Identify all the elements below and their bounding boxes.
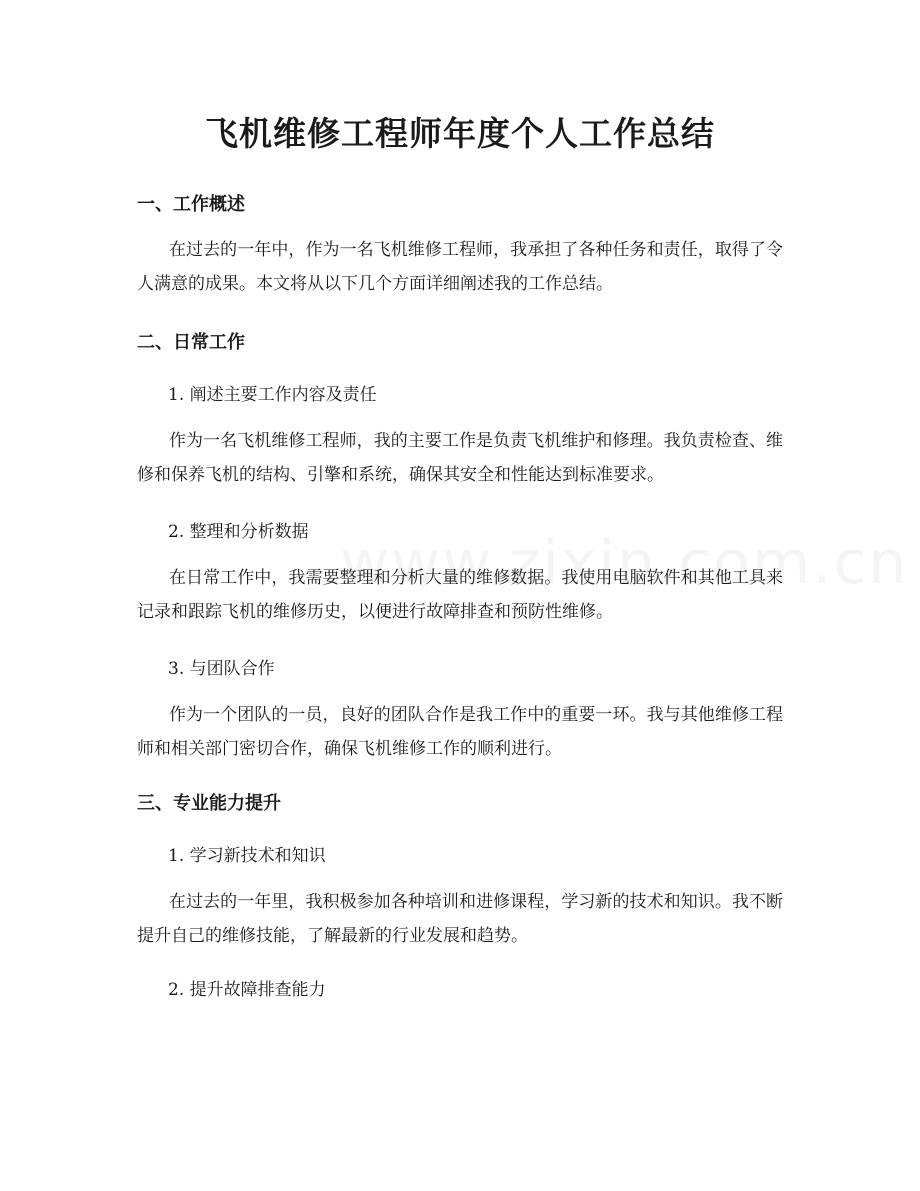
subheading-troubleshooting: 2. 提升故障排查能力 [168,980,326,1000]
section-heading-skill-improvement: 三、专业能力提升 [137,793,281,814]
paragraph-learning: 在过去的一年里，我积极参加各种培训和进修课程，学习新的技术和知识。我不断提升自己的维修技能，了解最新的行业发展和趋势。 [137,892,783,946]
paragraph-overview: 在过去的一年中，作为一名飞机维修工程师，我承担了各种任务和责任，取得了令人满意的成果。本文将从以下几个方面详细阐述我的工作总结。 [137,240,783,294]
paragraph-teamwork: 作为一个团队的一员，良好的团队合作是我工作中的重要一环。我与其他维修工程师和相关部门密切合作，确保飞机维修工作的顺利进行。 [137,705,783,759]
subheading-teamwork: 3. 与团队合作 [168,659,275,679]
section-heading-daily-work: 二、日常工作 [137,332,245,353]
page-title: 飞机维修工程师年度个人工作总结 [205,114,715,153]
subheading-main-duties: 1. 阐述主要工作内容及责任 [168,385,377,405]
paragraph-data-analysis: 在日常工作中，我需要整理和分析大量的维修数据。我使用电脑软件和其他工具来记录和跟踪飞机的维修历史，以便进行故障排查和预防性维修。 [137,568,783,622]
subheading-data-analysis: 2. 整理和分析数据 [168,522,309,542]
section-heading-overview: 一、工作概述 [137,194,245,215]
paragraph-main-duties: 作为一名飞机维修工程师，我的主要工作是负责飞机维护和修理。我负责检查、维修和保养飞机的结构、引擎和系统，确保其安全和性能达到标准要求。 [137,431,783,485]
subheading-learning: 1. 学习新技术和知识 [168,846,326,866]
